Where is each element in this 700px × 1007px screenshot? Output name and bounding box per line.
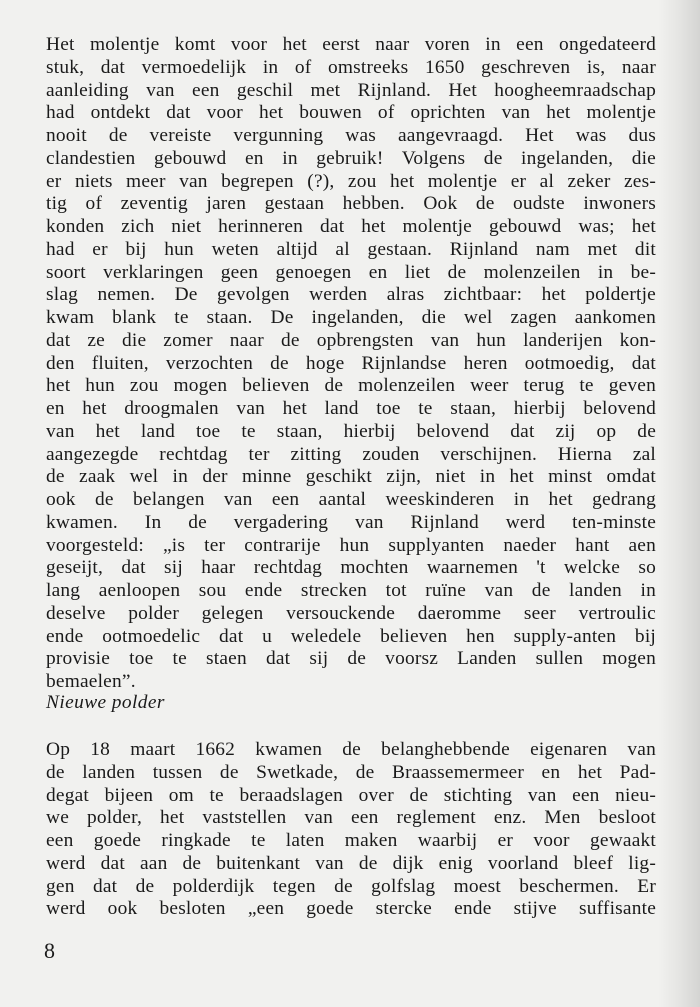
text-line: aangezegde rechtdag ter zitting zouden verschijnen. Hierna zal	[46, 443, 656, 465]
text-line: Op 18 maart 1662 kwamen de belanghebbende eigenaren van	[46, 739, 656, 760]
text-line: had ontdekt dat voor het bouwen of oprichten van het molentje	[46, 102, 656, 124]
paragraph-2	[46, 739, 656, 921]
text-line: kwamen. In de vergadering van Rijnland werd ten-minste	[46, 511, 656, 533]
text-line: nooit de vereiste vergunning was aangevraagd. Het was dus	[46, 125, 656, 146]
text-line: werd dat aan de buitenkant van de dijk enig voorland bleef lig-	[46, 852, 656, 874]
text-line: bemaelen”.	[46, 671, 136, 692]
text-line: geseijt, dat sij haar rechtdag mochten waarnemen 't welcke so	[46, 557, 656, 579]
text-line: den fluiten, verzochten de hoge Rijnlandse heren ootmoedig, dat	[46, 352, 656, 374]
text-line: kwam blank te staan. De ingelanden, die wel zagen aankomen	[46, 307, 656, 328]
text-line: ook de belangen van een aantal weeskinderen in het gedrang	[46, 489, 656, 510]
text-line: het hun zou mogen believen de molenzeilen weer terug te geven	[46, 375, 656, 397]
text-line: de landen tussen de Swetkade, de Braassemermeer en het Pad-	[46, 761, 656, 783]
text-line: de zaak wel in der minne geschikt zijn, niet in het minst omdat	[46, 466, 656, 488]
text-line: ende ootmoedelic dat u weledele believen hen supply-anten bij	[46, 625, 656, 647]
text-line: voorgesteld: „is ter contrarije hun supplyanten naeder hant aen	[46, 534, 656, 556]
text-line: een goede ringkade te laten maken waarbij er voor gewaakt	[46, 830, 656, 851]
text-line: konden zich niet herinneren dat het molentje gebouwd was; het	[46, 216, 656, 237]
page-number: 8	[44, 938, 55, 963]
text-line: van het land toe te staan, hierbij belovend dat zij op de	[46, 420, 656, 442]
text-line: aanleiding van een geschil met Rijnland. Het hoogheemraadschap	[46, 79, 656, 101]
text-line: werd ook besloten „een goede stercke ende stijve suffisante	[46, 898, 656, 920]
section-heading: Nieuwe polder	[46, 692, 165, 713]
paragraph-nieuwe-polder	[46, 739, 656, 921]
text-line: deselve polder gelegen versouckende daeromme seer vertroulic	[46, 602, 656, 624]
text-line: soort verklaringen geen genoegen en liet de molenzeilen in be-	[46, 261, 656, 283]
text-line: Het molentje komt voor het eerst naar voren in een ongedateerd	[46, 34, 656, 55]
text-line: tig of zeventig jaren gestaan hebben. Ook de oudste inwoners	[46, 193, 656, 215]
page-edge-shadow	[658, 0, 700, 1007]
text-line: stuk, dat vermoedelijk in of omstreeks 1650 geschreven is, naar	[46, 56, 656, 78]
text-line: gen dat de polderdijk tegen de golfslag moest beschermen. Er	[46, 875, 656, 897]
text-line: degat bijeen om te beraadslagen over de stichting van een nieu-	[46, 784, 656, 806]
text-line: provisie toe te staen dat sij de voorsz Landen sullen mogen	[46, 648, 656, 670]
text-line: clandestien gebouwd en in gebruik! Volgens de ingelanden, die	[46, 147, 656, 169]
text-line: we polder, het vaststellen van een reglement enz. Men besloot	[46, 807, 656, 829]
text-line: en het droogmalen van het land toe te staan, hierbij belovend	[46, 398, 656, 419]
text-line: dat ze die zomer naar de opbrengsten van hun landerijen kon-	[46, 329, 656, 351]
text-line: lang aenloopen sou ende strecken tot ruïne van de landen in	[46, 580, 656, 601]
text-line: had er bij hun weten altijd al gestaan. Rijnland nam met dit	[46, 238, 656, 260]
paragraph-1	[46, 34, 656, 694]
text-line: er niets meer van begrepen (?), zou het molentje er al zeker zes-	[46, 170, 656, 192]
text-line: slag nemen. De gevolgen werden alras zichtbaar: het poldertje	[46, 284, 656, 306]
paragraph-molentje	[46, 34, 656, 694]
